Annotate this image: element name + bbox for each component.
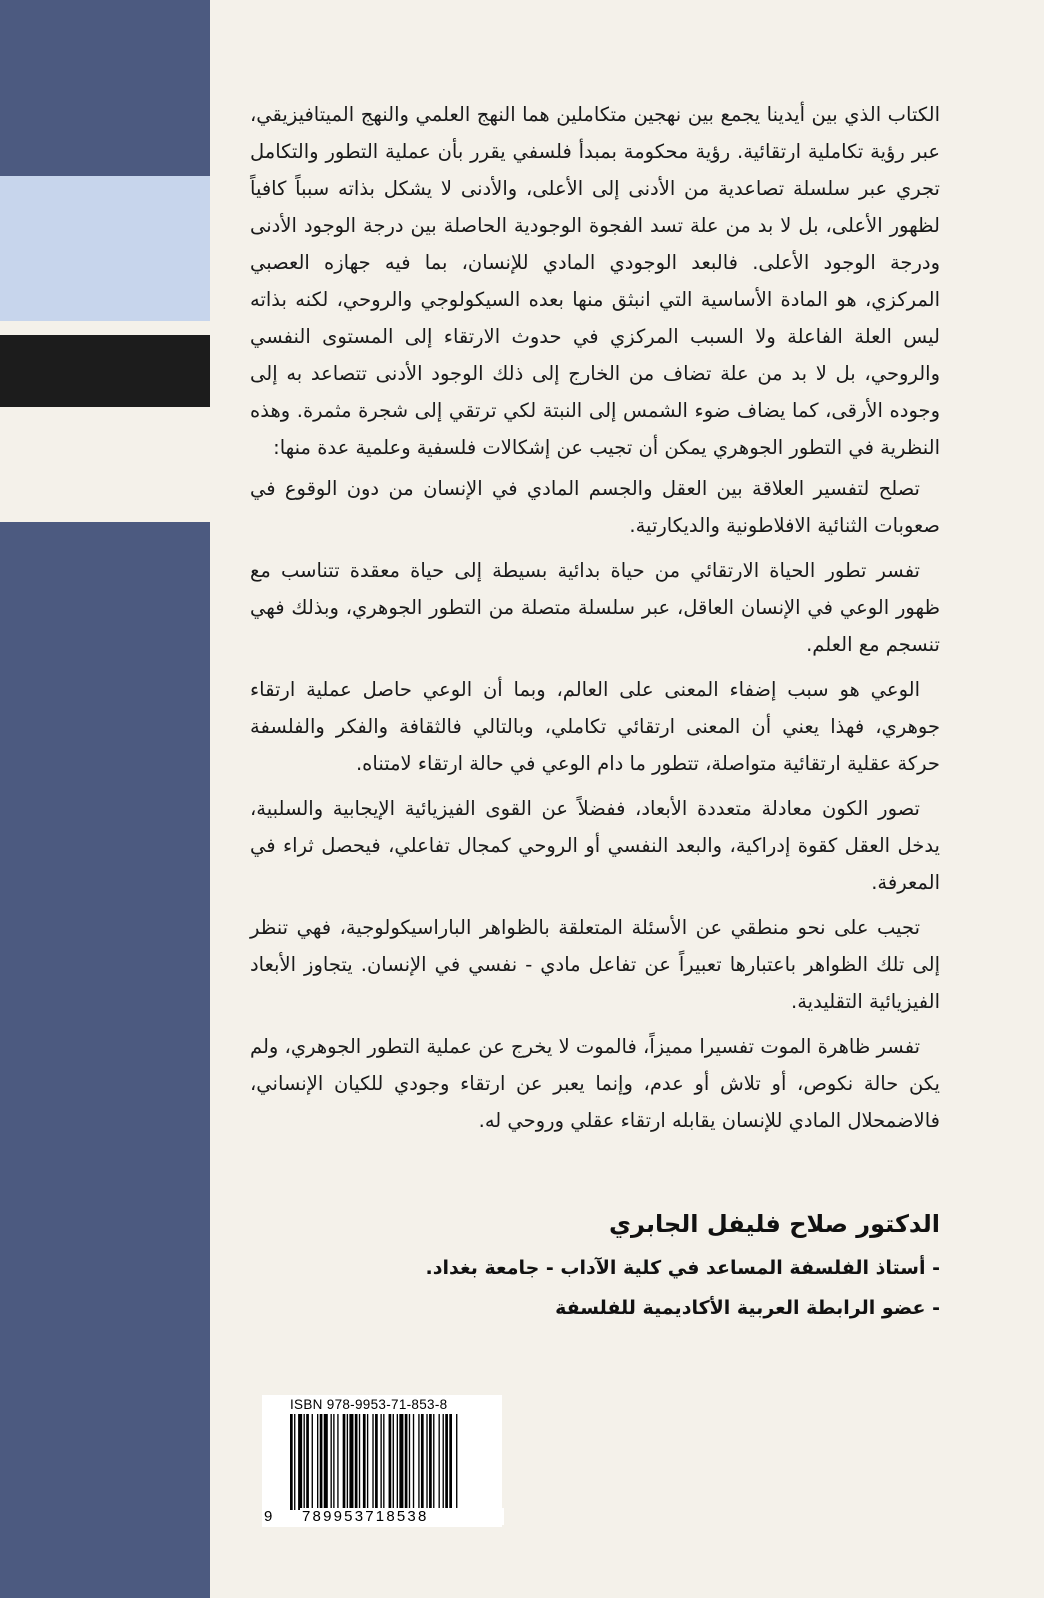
barcode-bar	[294, 1414, 295, 1510]
author-name: الدكتور صلاح فليفل الجابري	[609, 1210, 940, 1238]
barcode-bar	[429, 1414, 432, 1510]
ean-first-digit: 9	[264, 1508, 273, 1525]
barcode-bar	[443, 1414, 444, 1510]
barcode-bar	[380, 1414, 381, 1510]
barcode-bar	[343, 1414, 346, 1510]
barcode-bar	[389, 1414, 392, 1510]
barcode-bar	[409, 1414, 410, 1510]
barcode-bar	[306, 1414, 309, 1510]
barcode-bar	[359, 1414, 360, 1510]
point-paragraph: تفسر تطور الحياة الارتقائي من حياة بدائية بسيطة إلى حياة معقدة تتناسب مع ظهور الوعي في الإنسان العاقل، عبر سلسلة متصلة من التطور الجوهري، وبذلك فهي تنسجم مع العلم.	[250, 559, 940, 656]
author-title: - أستاذ الفلسفة المساعد في كلية الآداب - جامعة بغداد.	[425, 1257, 940, 1279]
barcode-bar	[337, 1414, 338, 1510]
barcode-bar	[324, 1414, 328, 1510]
barcode-bar	[363, 1414, 366, 1510]
barcode-bar	[375, 1414, 378, 1510]
barcode-bar	[333, 1414, 334, 1510]
back-cover-blurb	[250, 96, 940, 1147]
point-paragraph: تفسر ظاهرة الموت تفسيرا مميزاً، فالموت لا يخرج عن عملية التطور الجوهري، ولم يكن حالة نكوص، أو تلاش أو عدم، وإنما يعبر عن ارتقاء وجودي للكيان الإنساني، فالاضمحلال المادي للإنسان يقابله ارتقاء عقلي وروحي له.	[250, 1035, 940, 1132]
barcode-bar	[426, 1414, 427, 1510]
barcode-bar	[290, 1414, 293, 1510]
barcode-bar	[421, 1414, 424, 1510]
barcode-bar	[304, 1414, 305, 1510]
barcode-bar	[405, 1414, 408, 1510]
barcode-bar	[449, 1414, 452, 1510]
barcode-bar	[355, 1414, 358, 1510]
barcode-bar	[383, 1414, 384, 1510]
barcode-bar	[393, 1414, 394, 1510]
intro-paragraph: الكتاب الذي بين أيدينا يجمع بين نهجين متكاملين هما النهج العلمي والنهج الميتافيزيقي، عبر رؤية تكاملية ارتقائية. رؤية محكومة بمبدأ فلسفي يقرر بأن عملية التطور والتكامل تجري عبر سلسلة تصاعدية من الأدنى إلى الأعلى، والأدنى لا يشكل بذاته سبباً كافياً لظهور الأعلى، بل لا بد من علة تسد الفجوة الوجودية الحاصلة بين درجة الوجود الأدنى ودرجة الوجود الأعلى. فالبعد الوجودي المادي للإنسان، بما فيه جهازه العصبي المركزي، هو المادة الأساسية التي انبثق منها بعده السيكولوجي والروحي، لكنه بذاته ليس العلة الفاعلة ولا السبب المركزي في حدوث الارتقاء إلى المستوى النفسي والروحي، بل لا بد من علة تضاف من الخارج إلى ذلك الوجود الأدنى تتصاعد به إلى وجوده الأرقى، كما يضاف ضوء الشمس إلى النبتة لكي ترتقي إلى شجرة مثمرة. وهذه النظرية في التطور الجوهري يمكن أن تجيب عن إشكالات فلسفية وعلمية عدة منها:	[250, 103, 940, 459]
barcode-bar	[347, 1414, 348, 1510]
barcode-bar	[456, 1414, 457, 1510]
barcode-bar	[413, 1414, 414, 1510]
point-paragraph: تصور الكون معادلة متعددة الأبعاد، ففضلاً عن القوى الفيزيائية الإيجابية والسلبية، يدخل العقل كقوة إدراكية، والبعد النفسي أو الروحي كمجال تفاعلي، فيحصل ثراء في المعرفة.	[250, 797, 940, 894]
barcode-bar	[445, 1414, 448, 1510]
barcode-bar	[349, 1414, 353, 1510]
point-paragraph: تجيب على نحو منطقي عن الأسئلة المتعلقة بالظواهر الباراسيكولوجية، فهي تنظر إلى تلك الظواهر باعتبارها تعبيراً عن تفاعل مادي - نفسي في الإنسان. يتجاوز الأبعاد الفيزيائية التقليدية.	[250, 916, 940, 1013]
stripe-gap-2	[0, 407, 210, 522]
stripe-light-blue	[0, 176, 210, 321]
barcode-bar	[372, 1414, 373, 1510]
barcode-bar	[397, 1414, 398, 1510]
barcode-bar	[418, 1414, 419, 1510]
stripe-black	[0, 335, 210, 407]
barcode-bar	[433, 1414, 434, 1510]
barcode-bar	[439, 1414, 440, 1510]
stripe-gap	[0, 321, 210, 335]
isbn-label: ISBN 978-9953-71-853-8	[290, 1397, 448, 1412]
stripe-dark-blue-bottom	[0, 522, 210, 1598]
barcode-bar	[320, 1414, 323, 1510]
stripe-dark-blue-top	[0, 0, 210, 176]
barcode-bar	[312, 1414, 313, 1510]
barcode-bar	[367, 1414, 368, 1510]
author-membership: - عضو الرابطة العربية الأكاديمية للفلسفة	[555, 1297, 940, 1319]
point-paragraph: تصلح لتفسير العلاقة بين العقل والجسم المادي في الإنسان من دون الوقوع في صعوبات الثنائية الافلاطونية والديكارتية.	[250, 477, 940, 537]
ean-digits: 789953718538	[300, 1508, 504, 1525]
barcode-bar	[331, 1414, 332, 1510]
author-block	[250, 1204, 940, 1328]
decorative-stripes	[0, 0, 210, 1598]
barcode-bar	[399, 1414, 403, 1510]
barcode-bar	[298, 1414, 302, 1510]
point-paragraph: الوعي هو سبب إضفاء المعنى على العالم، وبما أن الوعي حاصل عملية ارتقاء جوهري، فهذا يعني أن المعنى ارتقائي تكاملي، وبالتالي فالثقافة والفكر والفلسفة حركة عقلية ارتقائية متواصلة، تتطور ما دام الوعي في حالة ارتقاء لامتناه.	[250, 678, 940, 775]
barcode-bar	[317, 1414, 318, 1510]
